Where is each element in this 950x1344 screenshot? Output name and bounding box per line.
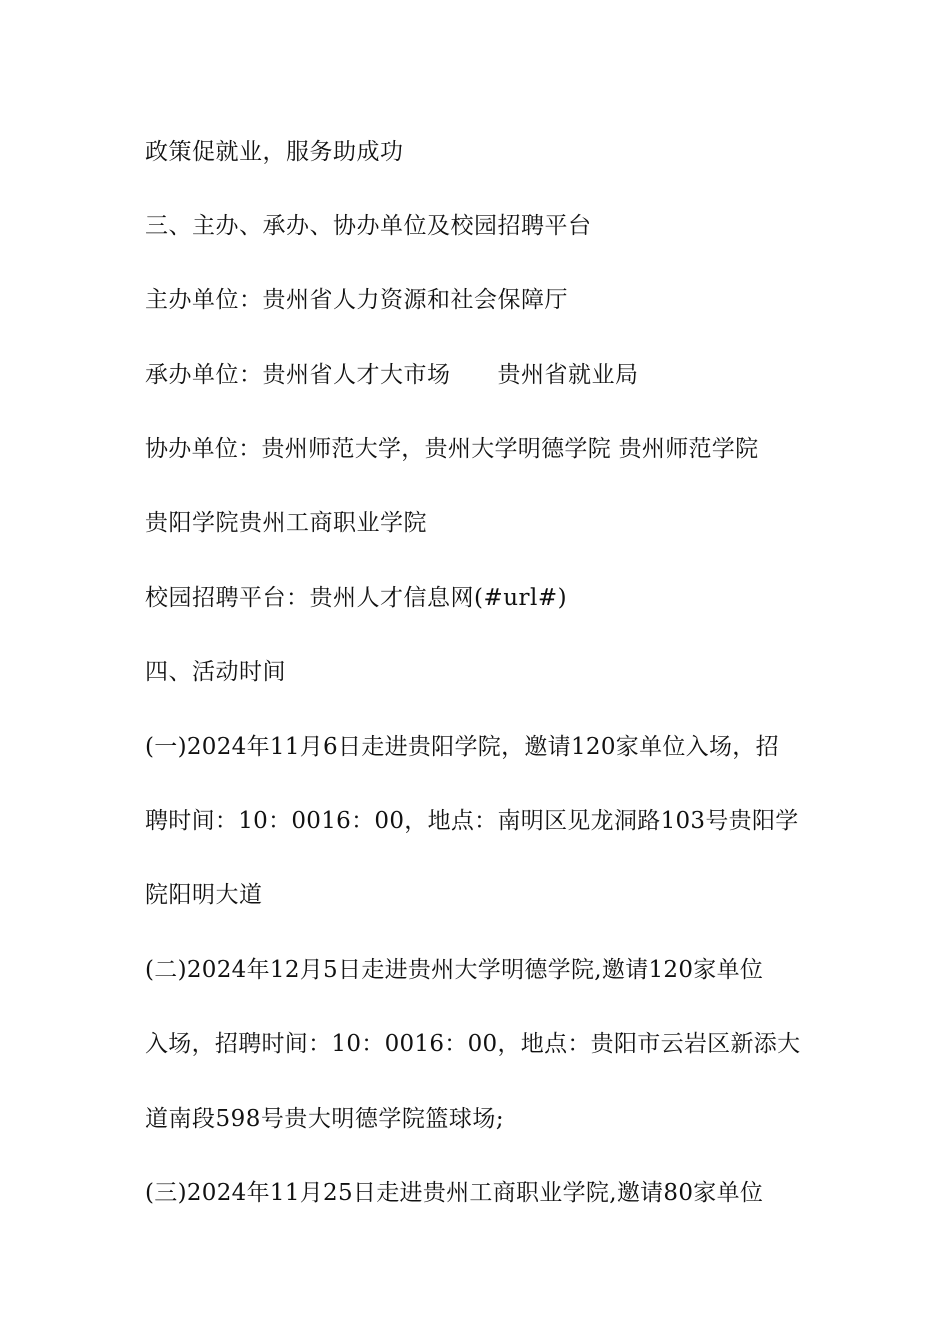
- text-line-event-2: (二)2024年12月5日走进贵州大学明德学院,邀请120家单位: [145, 957, 764, 983]
- text-line-event-2-cont: 入场，招聘时间：10：0016：00，地点：贵阳市云岩区新添大: [145, 1031, 801, 1057]
- text-line-slogan: 政策促就业，服务助成功: [145, 139, 404, 165]
- text-line-event-1-end: 院阳明大道: [145, 882, 263, 908]
- text-line-event-1: (一)2024年11月6日走进贵阳学院，邀请120家单位入场，招: [145, 734, 779, 760]
- text-line-event-1-cont: 聘时间：10：0016：00，地点：南明区见龙洞路103号贵阳学: [145, 808, 799, 834]
- text-line-platform: 校园招聘平台：贵州人才信息网(#url#): [145, 585, 568, 611]
- text-line-undertaker: 承办单位：贵州省人才大市场 贵州省就业局: [145, 362, 639, 388]
- section-heading-organizers: 三、主办、承办、协办单位及校园招聘平台: [145, 213, 592, 239]
- text-line-host: 主办单位：贵州省人力资源和社会保障厅: [145, 287, 568, 313]
- text-line-co-organizers-cont: 贵阳学院贵州工商职业学院: [145, 510, 427, 536]
- text-line-event-3: (三)2024年11月25日走进贵州工商职业学院,邀请80家单位: [145, 1180, 764, 1206]
- section-heading-schedule: 四、活动时间: [145, 659, 286, 685]
- text-line-co-organizers: 协办单位：贵州师范大学，贵州大学明德学院 贵州师范学院: [145, 436, 759, 462]
- text-line-event-2-end: 道南段598号贵大明德学院篮球场;: [145, 1106, 505, 1132]
